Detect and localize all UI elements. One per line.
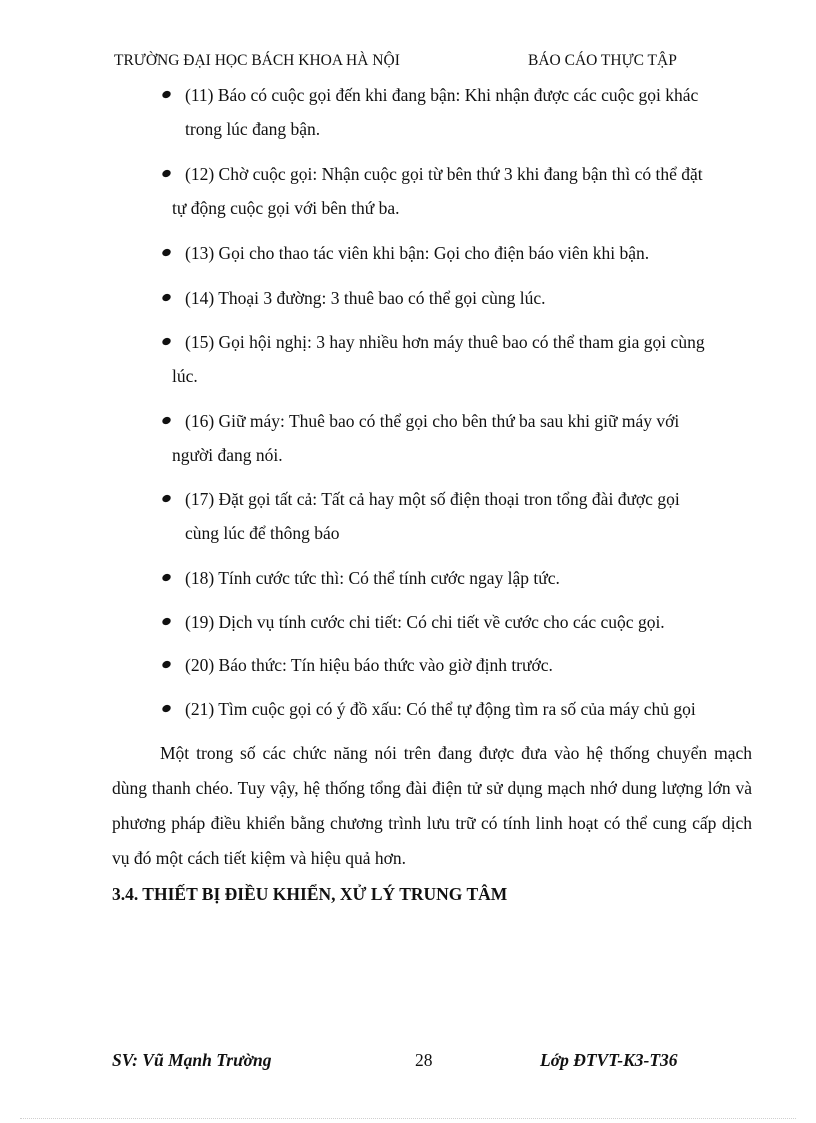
- bullet-icon: [161, 292, 172, 302]
- bullet-icon: [161, 493, 172, 503]
- bullet-icon: [161, 703, 172, 713]
- page-number: 28: [415, 1050, 433, 1070]
- bullet-text-line1: (20) Báo thức: Tín hiệu báo thức vào giờ định trước.: [185, 655, 553, 675]
- bullet-text-line1: (16) Giữ máy: Thuê bao có thể gọi cho bên thứ ba sau khi giữ máy với: [185, 411, 680, 431]
- bullet-text-line1: (21) Tìm cuộc gọi có ý đồ xấu: Có thể tự động tìm ra số của máy chủ gọi: [185, 699, 696, 719]
- page-bottom-divider: [20, 1118, 796, 1119]
- bullet-text-line2: người đang nói.: [172, 445, 283, 465]
- bullet-text-line1: (15) Gọi hội nghị: 3 hay nhiều hơn máy thuê bao có thể tham gia gọi cùng: [185, 332, 705, 352]
- bullet-text-line1: (14) Thoại 3 đường: 3 thuê bao có thể gọi cùng lúc.: [185, 288, 546, 308]
- bullet-icon: [161, 616, 172, 626]
- footer-student-name: SV: Vũ Mạnh Trường: [112, 1050, 272, 1070]
- bullet-text-line2: cùng lúc để thông báo: [185, 523, 340, 543]
- bullet-text-line1: (17) Đặt gọi tất cả: Tất cả hay một số điện thoại tron tổng đài được gọi: [185, 489, 680, 509]
- body-paragraph: Một trong số các chức năng nói trên đang được đưa vào hệ thống chuyển mạch dùng thanh chéo. Tuy vậy, hệ thống tổng đài điện tử sử dụng mạch nhớ dung lượng lớn và phương pháp điều khiển bằng chương trình lưu trữ có tính linh hoạt có thể cung cấp dịch vụ đó một cách tiết kiệm và hiệu quả hơn.: [112, 743, 752, 868]
- bullet-text-line1: (13) Gọi cho thao tác viên khi bận: Gọi cho điện báo viên khi bận.: [185, 243, 650, 263]
- bullet-text-line1: (11) Báo có cuộc gọi đến khi đang bận: Khi nhận được các cuộc gọi khác: [185, 85, 699, 105]
- bullet-icon: [161, 247, 172, 257]
- bullet-icon: [161, 168, 172, 178]
- footer-class-name: Lớp ĐTVT-K3-T36: [540, 1050, 678, 1070]
- bullet-text-line1: (12) Chờ cuộc gọi: Nhận cuộc gọi từ bên thứ 3 khi đang bận thì có thể đặt: [185, 164, 703, 184]
- bullet-text-line2: lúc.: [172, 366, 198, 386]
- header-university: TRƯỜNG ĐẠI HỌC BÁCH KHOA HÀ NỘI: [114, 52, 400, 69]
- bullet-icon: [161, 659, 172, 669]
- bullet-text-line2: tự động cuộc gọi với bên thứ ba.: [172, 198, 400, 218]
- bullet-text-line1: (19) Dịch vụ tính cước chi tiết: Có chi tiết về cước cho các cuộc gọi.: [185, 612, 665, 632]
- bullet-icon: [161, 336, 172, 346]
- bullet-text-line1: (18) Tính cước tức thì: Có thể tính cước ngay lập tức.: [185, 568, 560, 588]
- bullet-text-line2: trong lúc đang bận.: [185, 119, 321, 139]
- section-heading: 3.4. THIẾT BỊ ĐIỀU KHIỂN, XỬ LÝ TRUNG TÂM: [112, 884, 508, 904]
- header-report-title: BÁO CÁO THỰC TẬP: [528, 52, 677, 69]
- bullet-icon: [161, 415, 172, 425]
- bullet-icon: [161, 89, 172, 99]
- bullet-icon: [161, 572, 172, 582]
